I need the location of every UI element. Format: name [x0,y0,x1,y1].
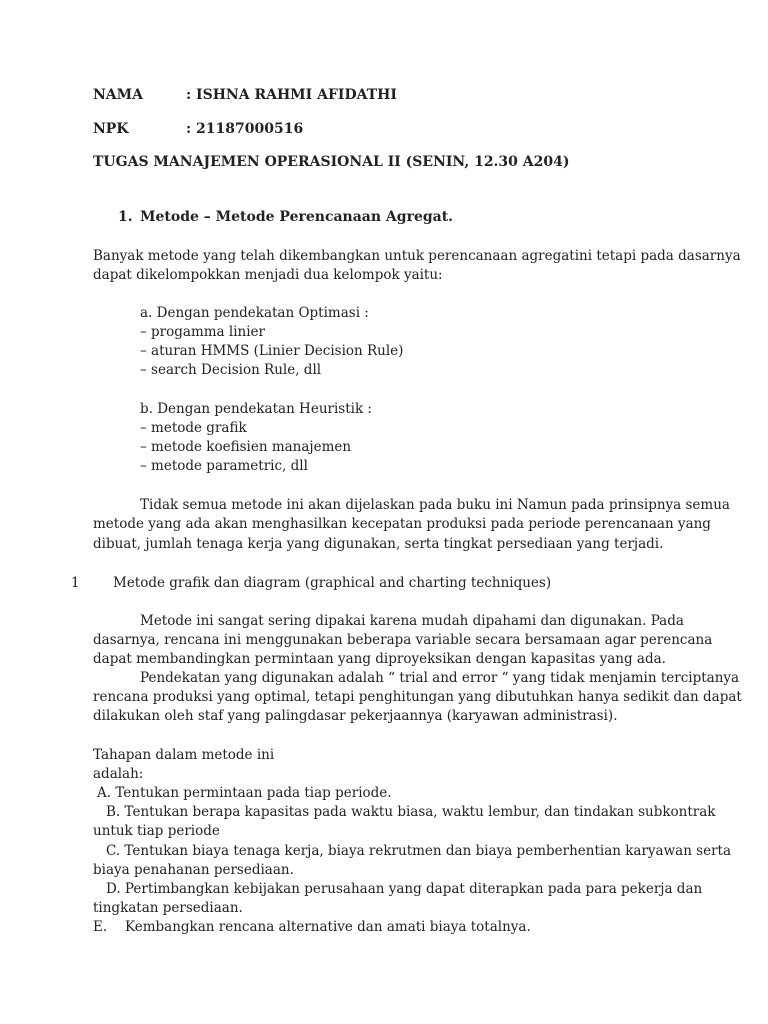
step-line: biaya penahanan persediaan. [93,862,294,878]
group-a-item: – aturan HMMS (Linier Decision Rule) [140,343,404,359]
step-line: untuk tiap periode [93,823,220,839]
subsection-number: 1 [71,575,80,591]
step-e-text: Kembangkan rencana alternative dan amati biaya totalnya. [125,919,531,935]
section-number: 1. [118,209,133,225]
group-a-title: a. Dengan pendekatan Optimasi : [140,305,369,321]
intro-line: dapat dikelompokkan menjadi dua kelompok yaitu: [93,267,443,283]
step-line: tingkatan persediaan. [93,900,243,916]
course-title: TUGAS MANAJEMEN OPERASIONAL II (SENIN, 12.30 A204) [93,154,570,170]
step-line: B. Tentukan berapa kapasitas pada waktu biasa, waktu lembur, dan tindakan subkontrak [106,804,716,820]
steps-intro: Tahapan dalam metode ini [93,747,275,763]
npk-label: NPK [93,121,129,137]
step-line: D. Pertimbangkan kebijakan perusahaan yang dapat diterapkan pada para pekerja dan [106,881,703,897]
sub-paragraph-line: dasarnya, rencana ini menggunakan beberapa variable secara bersamaan agar perencana [93,632,713,648]
section-title: Metode – Metode Perencanaan Agregat. [140,209,454,225]
group-b-item: – metode koefisien manajemen [140,439,352,455]
steps-intro: adalah: [93,766,144,782]
paragraph-line: Tidak semua metode ini akan dijelaskan pada buku ini Namun pada prinsipnya semua [140,497,730,513]
step-line: A. Tentukan permintaan pada tiap periode. [97,785,392,801]
nama-value: : ISHNA RAHMI AFIDATHI [186,87,397,103]
subsection-title: Metode grafik dan diagram (graphical and charting techniques) [113,575,552,591]
sub-paragraph-line: dilakukan oleh staf yang palingdasar pekerjaannya (karyawan administrasi). [93,708,618,724]
step-line: C. Tentukan biaya tenaga kerja, biaya rekrutmen dan biaya pemberhentian karyawan serta [106,843,732,859]
intro-line: Banyak metode yang telah dikembangkan untuk perencanaan agregatini tetapi pada dasarnya [93,248,741,264]
sub-paragraph-line: rencana produksi yang optimal, tetapi penghitungan yang dibutuhkan hanya sedikit dan dapat [93,689,742,705]
nama-label: NAMA [93,87,144,103]
sub-paragraph-line: Metode ini sangat sering dipakai karena mudah dipahami dan digunakan. Pada [140,613,684,629]
group-a-item: – search Decision Rule, dll [140,362,322,378]
step-e-label: E. [93,919,108,935]
group-b-item: – metode grafik [140,420,247,436]
npk-value: : 21187000516 [186,121,304,137]
sub-paragraph-line: Pendekatan yang digunakan adalah “ trial and error “ yang tidak menjamin terciptanya [140,670,740,686]
paragraph-line: dibuat, jumlah tenaga kerja yang digunakan, serta tingkat persediaan yang terjadi. [93,536,664,552]
sub-paragraph-line: dapat membandingkan permintaan yang diproyeksikan dengan kapasitas yang ada. [93,651,666,667]
group-b-item: – metode parametric, dll [140,458,308,474]
paragraph-line: metode yang ada akan menghasilkan kecepatan produksi pada periode perencanaan yang [93,516,711,532]
group-b-title: b. Dengan pendekatan Heuristik : [140,401,372,417]
group-a-item: – progamma linier [140,324,265,340]
